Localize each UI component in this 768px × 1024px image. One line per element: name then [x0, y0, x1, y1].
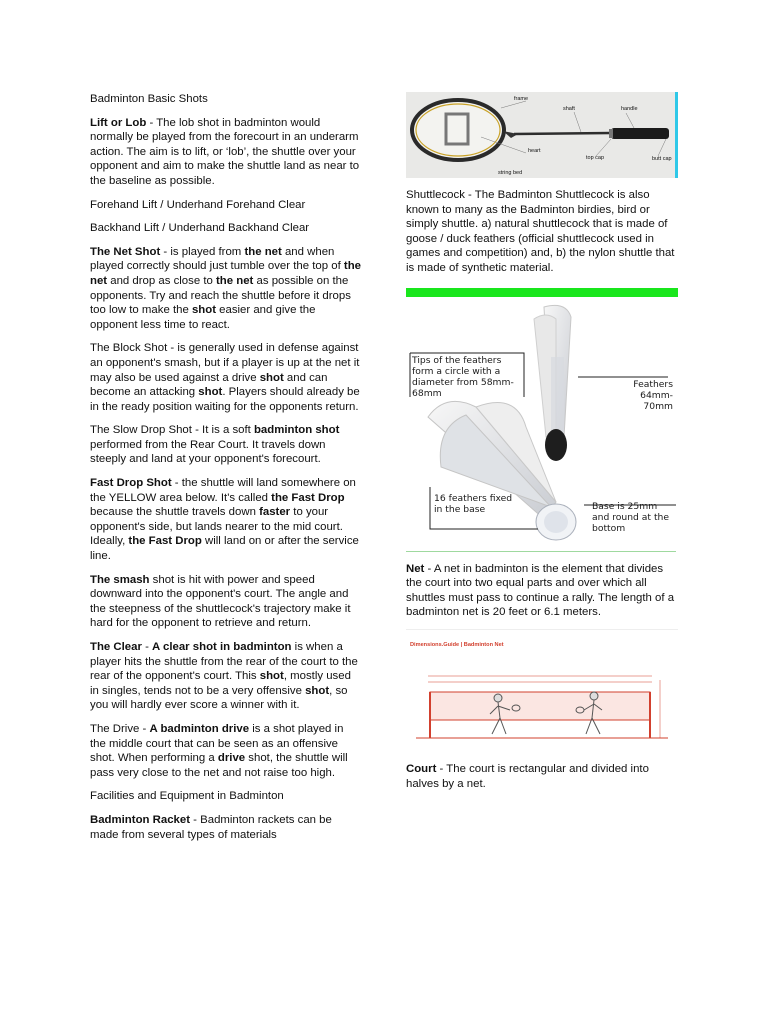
text: to your opponent's side, but lands nearer to the mid court. Ideally,	[90, 506, 343, 548]
term: Lift or Lob	[90, 116, 147, 129]
shuttlecock-diagram-image	[406, 297, 676, 552]
note-base-size: Base is 25mm and round at the bottom	[592, 500, 670, 534]
net-image-title: Dimensions.Guide | Badminton Net	[410, 641, 504, 648]
paragraph-facilities: Facilities and Equipment in Badminton	[90, 790, 284, 803]
text: . Players should already be in the ready position waiting for the opponents return.	[90, 386, 360, 413]
racket-label-frame: frame	[514, 96, 529, 102]
term: Fast Drop Shot	[90, 477, 172, 490]
text: The Block Shot - is generally used in defense against an opponent's smash, but if a player is up at the net it may also be used against a drive	[90, 342, 360, 384]
net-illustration	[406, 630, 678, 752]
racket-frame	[412, 100, 504, 160]
text: easier and give the opponent less time to react.	[90, 304, 316, 331]
racket-top-cap	[609, 129, 613, 138]
term: Court	[406, 762, 437, 775]
text: - The court is rectangular and divided into halves by a net.	[406, 762, 649, 790]
paragraph-net-shot	[90, 245, 362, 333]
text: - A net in badminton is the element that divides the court into two equal parts and over which all shuttles must pass to continue a rally. The length of a badminton net is 20 feet or 6.1 meters.	[406, 562, 675, 619]
paragraph-fast-drop	[90, 476, 362, 564]
paragraph-backhand: Backhand Lift / Underhand Backhand Clear	[90, 222, 310, 235]
text: as possible on the opponents. Try and reach the shuttle before it drops too low to make the	[90, 274, 351, 317]
term: the Fast Drop	[128, 535, 202, 548]
note-sixteen-feathers: 16 feathers fixed in the base	[434, 492, 513, 515]
text: shot, the shuttle will pass very close to the net and not raise too high.	[90, 752, 348, 779]
paragraph-lob	[90, 116, 362, 189]
paragraph-racket	[90, 813, 362, 842]
racket-label-shaft: shaft	[563, 106, 575, 112]
term: A badminton drive	[149, 722, 250, 735]
text: The Drive -	[90, 722, 150, 735]
text: shot is hit with power and speed downward into the opponent's court. The angle and the steepness of the shuttlecock's trajectory make it hard for the opponent to retrieve and return.	[90, 573, 351, 630]
paragraph-drive	[90, 722, 362, 780]
term: A clear shot in badminton	[152, 641, 292, 653]
text: , so you will hardly ever score a winner with it.	[90, 684, 348, 712]
racket-label-string-bed: string bed	[498, 170, 523, 176]
racket-label-heart: heart	[528, 148, 541, 154]
left-column	[90, 92, 362, 851]
racket-label-butt-cap: butt cap	[652, 156, 672, 162]
term: the net	[244, 245, 282, 258]
term: Net	[406, 562, 425, 575]
net-mesh	[430, 692, 650, 720]
term: badminton shot	[253, 424, 340, 437]
term: Badminton Racket	[90, 813, 191, 826]
text: , mostly used in singles, tends not to be a very offensive	[90, 670, 351, 697]
section-heading: Badminton Basic Shots	[90, 93, 208, 105]
right-column	[406, 92, 678, 800]
text: is when a player hits the shuttle from the rear of the court to the rear of the opponent's court. This	[90, 641, 358, 683]
term: shot	[198, 386, 223, 399]
paragraph-slow-drop	[90, 423, 362, 467]
text: will land on or after the service line.	[90, 535, 359, 563]
text: performed from the Rear Court. It travels down steeply and land at your opponent's forecourt.	[90, 438, 326, 466]
racket-diagram-image	[406, 92, 678, 178]
term: faster	[259, 506, 291, 519]
paragraph-shuttlecock: Shuttlecock - The Badminton Shuttlecock is also known to many as the Badminton birdies, bird or simply shuttle. a) natural shuttlecock that is made of goose / duck feathers (official shuttlecock used in games and competition) and, b) the nylon shuttle that is made of synthetic material.	[406, 189, 675, 274]
term: the Fast Drop	[271, 491, 345, 504]
paragraph-court	[406, 762, 678, 791]
term: the net	[216, 274, 254, 287]
net-dimensions-image	[406, 629, 678, 752]
racket-label-handle: handle	[621, 106, 638, 112]
paragraph-clear	[90, 640, 362, 713]
paragraph-net	[406, 562, 678, 620]
racket-handle	[611, 128, 669, 139]
cork-base-top	[545, 429, 567, 461]
text: The Slow Drop Shot - It is a soft	[90, 424, 254, 437]
term: shot	[305, 684, 330, 697]
text: is a shot played in the middle court that can be seen as an offensive shot. When performing a	[90, 722, 344, 765]
text: - Badminton rackets can be made from several types of materials	[90, 813, 332, 841]
racket-illustration	[406, 92, 678, 178]
term: shot	[259, 670, 284, 683]
note-feather-length: Feathers 64mm-70mm	[633, 378, 673, 412]
text: and when played correctly should just tumble over the top of	[90, 245, 344, 273]
text: - the shuttle will land somewhere on the YELLOW area below. It's called	[90, 477, 356, 504]
text: and drop as close to	[107, 274, 217, 287]
green-divider-bar	[406, 288, 678, 297]
racket-shaft	[514, 133, 611, 134]
term: the net	[90, 260, 361, 287]
text: and can become an attacking	[90, 371, 328, 399]
text: - is played from	[160, 245, 245, 258]
paragraph-smash	[90, 573, 362, 631]
paragraph-block-shot	[90, 341, 362, 414]
term: shot	[191, 304, 216, 317]
paragraph-forehand: Forehand Lift / Underhand Forehand Clear	[90, 198, 306, 211]
racket-label-top-cap: top cap	[586, 155, 605, 161]
term: drive	[217, 752, 246, 765]
text: because the shuttle travels down	[90, 506, 260, 519]
text: -	[141, 641, 153, 653]
term: The Net Shot	[90, 245, 161, 258]
term: The Clear	[90, 641, 142, 653]
term: shot	[259, 371, 284, 384]
term: The smash	[90, 573, 150, 586]
text: - The lob shot in badminton would normally be played from the forecourt in an underarm action. The aim is to lift, or ‘lob’, the shuttle over your opponent and aim to make the shuttle land as near to the baseline as possible.	[90, 116, 360, 187]
note-feather-tips: Tips of the feathers form a circle with a diameter from 58mm-68mm	[412, 354, 514, 399]
